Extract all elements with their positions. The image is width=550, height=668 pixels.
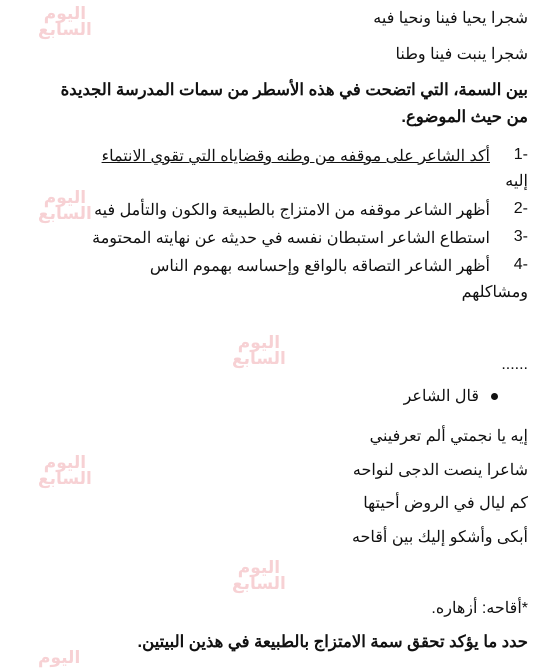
option-2 xyxy=(18,200,528,224)
bullet-icon xyxy=(491,393,498,400)
watermark-line1: اليوم xyxy=(237,333,281,353)
poem-line: شجرا يحيا فينا ونحيا فيه xyxy=(373,10,528,27)
option-1 xyxy=(18,146,528,166)
watermark-line1: اليوم xyxy=(237,558,281,578)
watermark-line1: اليوم xyxy=(43,4,87,24)
option-4 xyxy=(18,256,528,276)
watermark-logo xyxy=(38,6,92,38)
poem-line: شجرا ينبت فينا وطنا xyxy=(395,46,528,63)
option-number: -1 xyxy=(513,146,528,163)
option-3 xyxy=(18,228,528,248)
option-number: -2 xyxy=(513,200,528,217)
watermark-line1: اليوم xyxy=(43,188,87,208)
poet-said-text: قال الشاعر xyxy=(403,388,479,405)
watermark-line1: اليوم xyxy=(38,648,81,668)
question-heading-cont: من حيث الموضوع. xyxy=(401,108,528,126)
watermark-logo xyxy=(232,560,286,592)
footnote: *أقاحه: أزهاره. xyxy=(431,600,528,617)
question-2: حدد ما يؤكد تحقق سمة الامتزاج بالطبيعة في هذين البيتين. xyxy=(137,633,528,651)
option-text: استطاع الشاعر استبطان نفسه في حديثه عن نهايته المحتومة xyxy=(92,230,490,247)
option-text: أكد الشاعر على موقفه من وطنه وقضاياه التي تقوي الانتماء xyxy=(101,148,490,165)
option-number: -4 xyxy=(513,256,528,273)
poet-said xyxy=(404,386,498,406)
option-4-cont: ومشاكلهم xyxy=(461,284,528,301)
option-text: أظهر الشاعر التصاقه بالواقع وإحساسه بهموم الناس xyxy=(149,258,490,275)
ellipsis: ...... xyxy=(501,356,528,373)
verse: أبكى وأشكو إليك بين أقاحه xyxy=(351,529,528,546)
watermark-logo xyxy=(232,335,286,367)
watermark-line2: السابع xyxy=(38,204,92,224)
watermark-line1: اليوم xyxy=(43,453,87,473)
verse: كم ليال في الروض أحيتها xyxy=(363,495,528,512)
watermark-line2: السابع xyxy=(232,574,286,594)
watermark-line2: السابع xyxy=(232,349,286,369)
verse: إيه يا نجمتي ألم تعرفيني xyxy=(369,428,528,445)
question-heading: بين السمة، التي اتضحت في هذه الأسطر من سمات المدرسة الجديدة xyxy=(60,81,528,99)
watermark-line2: السابع xyxy=(38,20,92,40)
option-1-cont: إليه xyxy=(505,173,528,190)
option-number: -3 xyxy=(513,228,528,245)
verse: شاعرا ينصت الدجى لنواحه xyxy=(352,462,528,479)
watermark-line2: السابع xyxy=(38,469,92,489)
watermark-logo xyxy=(38,455,92,487)
option-text: أظهر الشاعر موقفه من الامتزاج بالطبيعة والكون والتأمل فيه xyxy=(94,202,490,219)
